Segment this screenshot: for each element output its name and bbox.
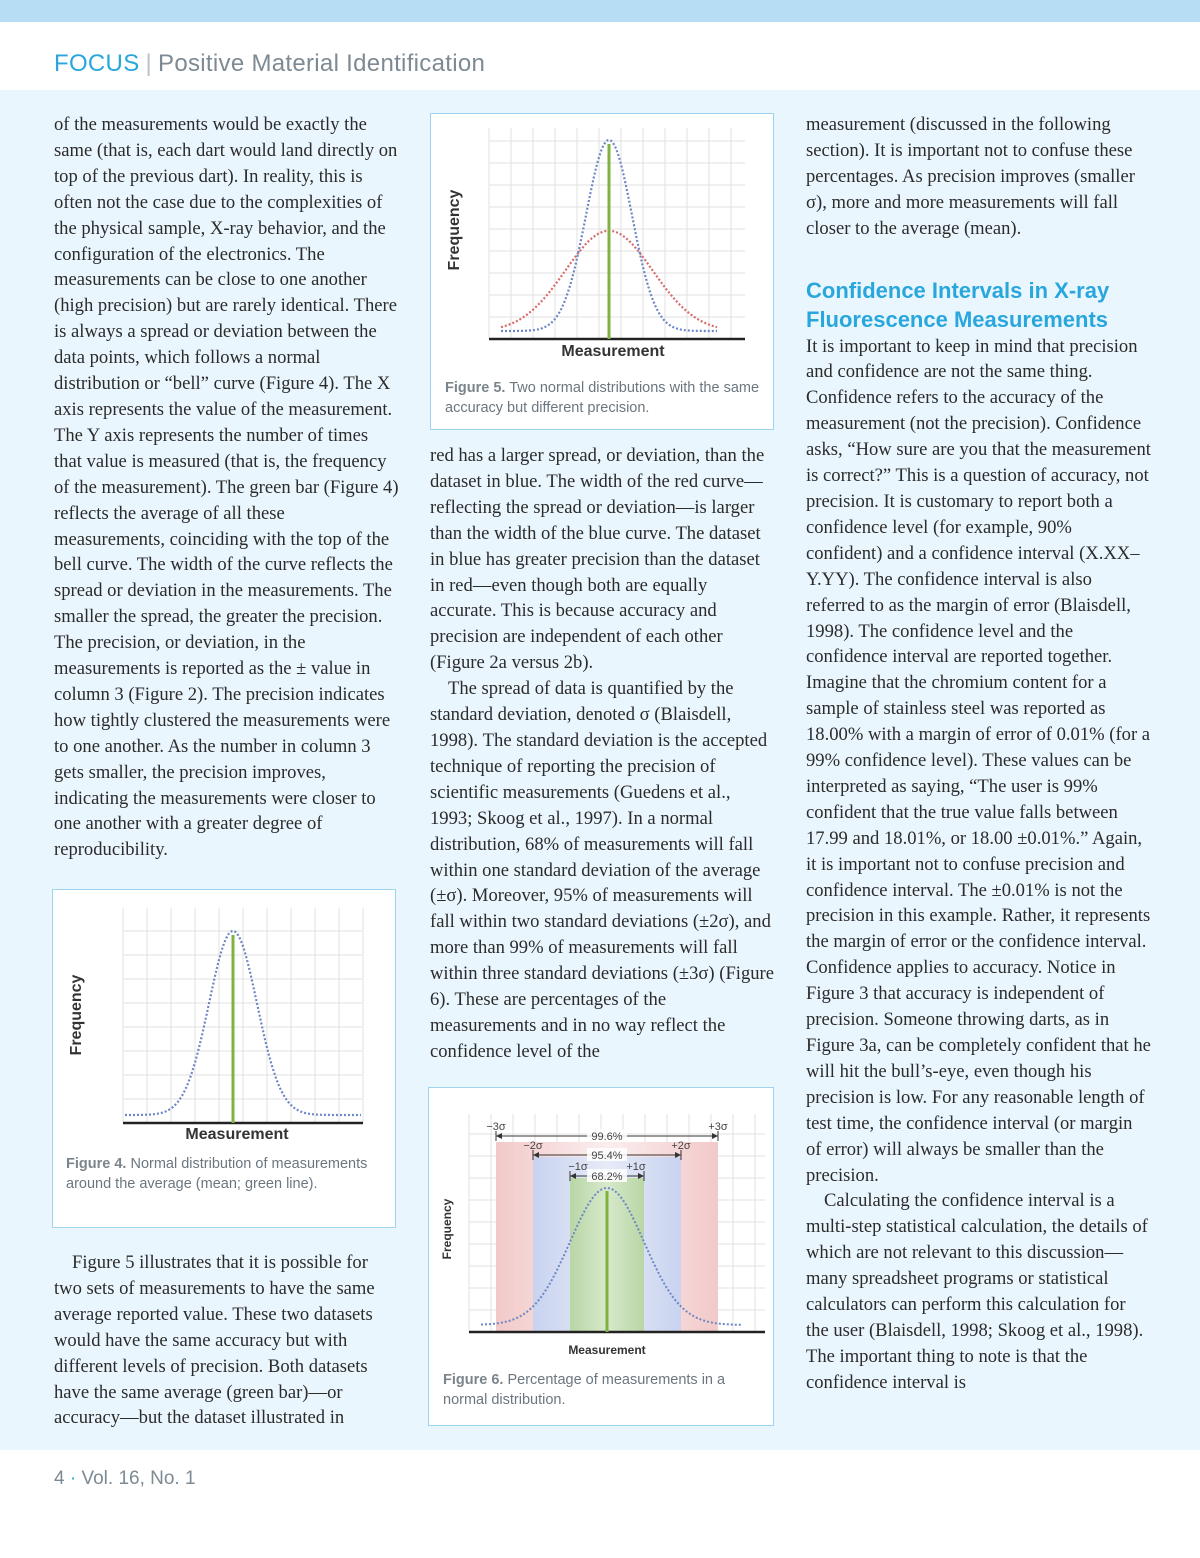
section-heading: Confidence Intervals in X-ray Fluorescence Measurements: [806, 277, 1110, 332]
fig4-y-label: Frequency: [68, 974, 85, 1056]
paragraph: The spread of data is quantified by the standard deviation, denoted σ (Blaisdell, 1998). The standard deviation is the accepted technique of reporting the precision of scientific measurements (Guedens et al., 1993; Skoog et al., 1997). In a normal distribution, 68% of measurements will fall within one standard deviation of the average (±σ). Moreover, 95% of measurements will fall within two standard deviations (±2σ), and more than 99% of measurements will fall within three standard deviations (±3σ) (Figure 6). These are percentages of the measurements and in no way reflect the confidence level of the: [430, 678, 774, 1062]
caption-text: Normal distribution of measurements around the average (mean; green line).: [66, 1156, 368, 1192]
caption-text: Percentage of measurements in a normal distribution.: [443, 1372, 726, 1408]
caption-label: Figure 4.: [66, 1156, 127, 1172]
fig4-mean-bar: [232, 935, 235, 1123]
section-name: FOCUS: [54, 50, 140, 77]
column-1-bottom: [54, 1250, 399, 1431]
fig6-y-label: Frequency: [440, 1198, 454, 1260]
percent-label: 95.4%: [591, 1150, 623, 1162]
sigma-label-left: −2σ: [523, 1140, 543, 1152]
sigma-label-left: −1σ: [568, 1161, 588, 1173]
figure-6-caption: [443, 1370, 765, 1410]
header-title: Positive Material Identification: [158, 50, 486, 77]
paragraph: It is important to keep in mind that precision and confidence are not the same thing. Confidence refers to the accuracy of the measurement (not the precision). Confidence asks, “How sure are you that the measurement is correct?” This is a question of accuracy, not precision. It is customary to report both a confidence level (for example, 90% confident) and a confidence interval (X.XX–Y.YY). The confidence interval is also referred to as the margin of error (Blaisdell, 1998). The confidence level and the confidence interval are reported together. Imagine that the chromium content for a sample of stainless steel was reported as 18.00% with a margin of error of 0.01% (for a 99% confidence level). These values can be interpreted as saying, “The user is 99% confident that the true value falls between 17.99 and 18.01%, or 18.00 ±0.01%.” Again, it is important not to confuse precision and confidence interval. The ±0.01% is not the precision in this example. Rather, it represents the margin of error or the confidence interval. Confidence applies to accuracy. Notice in Figure 3 that accuracy is independent of precision. Someone throwing darts, as in Figure 3a, can be completely confident that he will hit the bull’s-eye, even though his precision is low. For any reasonable length of test time, the confidence interval (or margin of error) will always be smaller than the precision.: [806, 335, 1151, 1186]
figure-5-caption: [445, 378, 763, 418]
column-2: [430, 443, 775, 1065]
percent-label: 99.6%: [591, 1131, 623, 1143]
sigma-label-right: +2σ: [671, 1140, 691, 1152]
fig4-grid: [123, 908, 363, 1123]
running-head: [54, 50, 485, 78]
fig6-mean-bar: [606, 1191, 609, 1332]
fig5-y-label: Frequency: [446, 189, 463, 271]
paragraph: red has a larger spread, or deviation, than the dataset in blue. The width of the red curve—reflecting the spread or deviation—is larger than the width of the blue curve. The dataset in blue has greater precision than the dataset in red—even though both are equally accurate. This is because accuracy and precision are independent of each other (Figure 2a versus 2b).: [430, 445, 765, 674]
figure-6: [428, 1087, 774, 1426]
figure-4: [52, 889, 396, 1228]
caption-label: Figure 6.: [443, 1372, 504, 1388]
fig4-x-label: Measurement: [185, 1126, 289, 1143]
paragraph: Figure 5 illustrates that it is possible for two sets of measurements to have the same average reported value. These two datasets would have the same accuracy but with different levels of precision. Both datasets have the same average (green bar)—or accuracy—but the dataset illustrated in: [54, 1252, 375, 1429]
fig6-x-label: Measurement: [568, 1343, 646, 1357]
column-3: [806, 112, 1151, 1396]
column-1-top: [54, 112, 399, 863]
fig5-mean-bar: [608, 144, 611, 339]
caption-label: Figure 5.: [445, 380, 506, 396]
folio: [54, 1468, 196, 1490]
paragraph: Calculating the confidence interval is a multi-step statistical calculation, the details of which are not relevant to this discussion—many spreadsheet programs or statistical calculators can perform this calculation for the user (Blaisdell, 1998; Skoog et al., 1998). The important thing to note is that the confidence interval is: [806, 1190, 1148, 1393]
issue: Vol. 16, No. 1: [81, 1468, 196, 1489]
folio-separator: ·: [69, 1468, 77, 1489]
paragraph: of the measurements would be exactly the same (that is, each dart would land directly on top of the previous dart). In reality, this is often not the case due to the complexities of the physical sample, X-ray behavior, and the configuration of the electronics. The measurements can be close to one another (high precision) but are rarely identical. There is always a spread or deviation between the data points, which follows a normal distribution or “bell” curve (Figure 4). The X axis represents the value of the measurement. The Y axis represents the number of times that value is measured (that is, the frequency of the measurement). The green bar (Figure 4) reflects the average of all these measurements, coinciding with the top of the bell curve. The width of the curve reflects the spread or deviation in the measurements. The smaller the spread, the greater the precision. The precision, or deviation, in the measurements is reported as the ± value in column 3 (Figure 2). The precision indicates how tightly clustered the measurements were to one another. As the number in column 3 gets smaller, the precision improves, indicating the measurements were closer to one another with a greater degree of reproducibility.: [54, 114, 399, 861]
page-header: [0, 22, 1200, 90]
fig5-x-label: Measurement: [561, 343, 665, 360]
page-footer: [0, 1450, 1200, 1558]
top-color-band: [0, 0, 1200, 22]
paragraph: measurement (discussed in the following section). It is important not to confuse these percentages. As precision improves (smaller σ), more and more measurements will fall closer to the average (mean).: [806, 114, 1135, 239]
figure-5: [430, 113, 774, 430]
page-number: 4: [54, 1468, 65, 1489]
header-divider: |: [145, 50, 153, 77]
sigma-label-left: −3σ: [486, 1121, 506, 1133]
caption-text: Two normal distributions with the same accuracy but different precision.: [445, 380, 760, 416]
sigma-label-right: +3σ: [708, 1121, 728, 1133]
sigma-label-right: +1σ: [626, 1161, 646, 1173]
percent-label: 68.2%: [591, 1171, 623, 1183]
figure-4-caption: [66, 1154, 382, 1194]
